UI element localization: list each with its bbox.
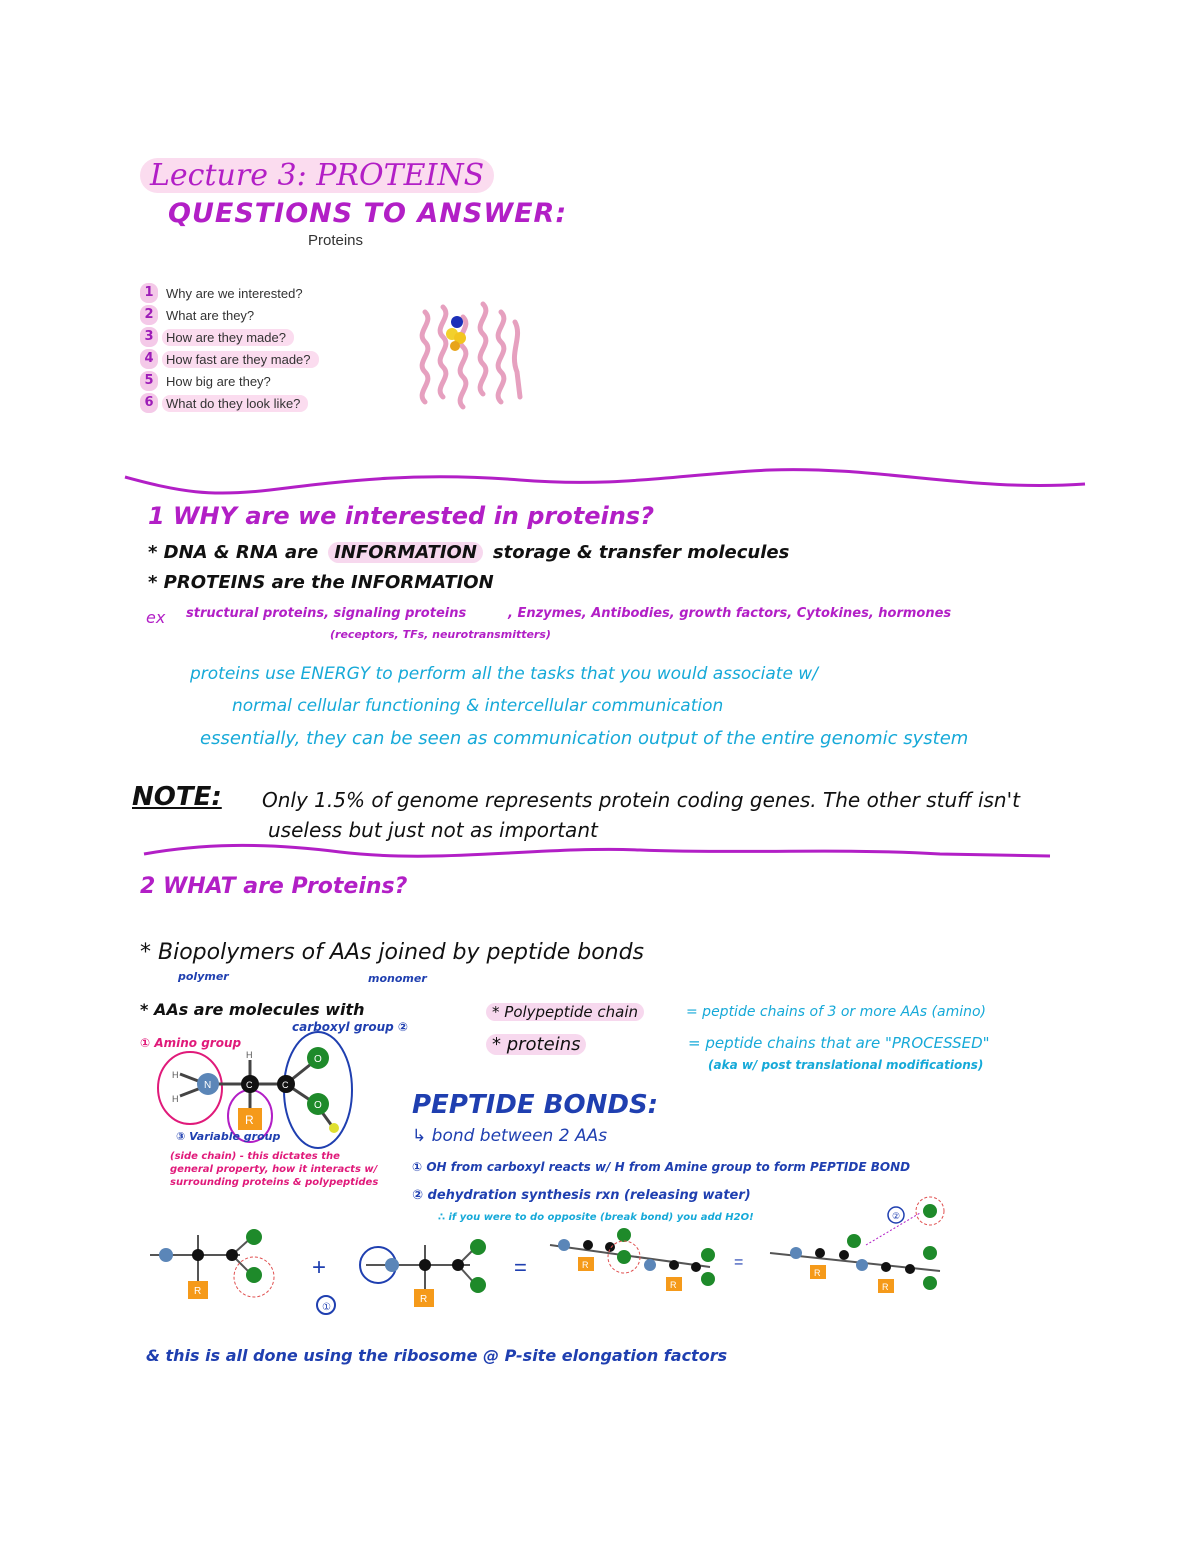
h-atom-label: H — [172, 1094, 179, 1104]
note-label: NOTE: — [132, 782, 222, 812]
polymer-label: polymer — [178, 970, 229, 983]
slide-bullet: 2 What are they? — [140, 304, 262, 326]
note-line2: useless but just not as important — [268, 818, 598, 842]
dipeptide-intermediate — [550, 1228, 715, 1291]
amino-acid-1 — [150, 1229, 274, 1299]
note-line1: Only 1.5% of genome represents protein coding genes. The other stuff isn't — [262, 788, 1020, 812]
section1-line1: * DNA & RNA are INFORMATION storage & transfer molecules — [148, 542, 790, 563]
arrow-point-2: essentially, they can be seen as communication output of the entire genomic system — [200, 728, 969, 749]
section1-heading: 1 WHY are we interested in proteins? — [148, 502, 655, 530]
peptide-reaction-diagram — [130, 1195, 980, 1325]
examples-sub: (receptors, TFs, neurotransmitters) — [330, 628, 551, 641]
amino-group-label: ① Amino group — [140, 1036, 242, 1050]
svg-text:①: ① — [322, 1302, 331, 1313]
arrow-point-1: proteins use ENERGY to perform all the tasks that you would associate w/ — [190, 664, 818, 684]
carboxyl-group-label: carboxyl group ② — [292, 1020, 409, 1034]
c-atom-label: C — [246, 1080, 253, 1090]
examples-left: structural proteins, signaling proteins — [186, 606, 467, 621]
peptide-bonds-heading: PEPTIDE BONDS: — [412, 1090, 659, 1120]
equals-sign: = — [514, 1255, 527, 1280]
o-atom-label: O — [314, 1100, 322, 1111]
monomer-label: monomer — [368, 972, 427, 985]
slide-bullet: 1 Why are we interested? — [140, 282, 311, 304]
variable-group-desc: (side chain) - this dictates the general property, how it interacts w/ surrounding proteins & polypeptides — [170, 1151, 379, 1188]
examples-right: , Enzymes, Antibodies, growth factors, Cytokines, hormones — [508, 606, 952, 621]
svg-text:R: R — [882, 1282, 889, 1292]
peptide-step-2: ② dehydration synthesis rxn (releasing water) — [412, 1188, 751, 1203]
proteins-label: * proteins — [486, 1034, 586, 1055]
n-atom-label: N — [204, 1080, 212, 1091]
variable-group-label: ③ Variable group — [176, 1130, 281, 1143]
biopolymers-line: * Biopolymers of AAs joined by peptide bonds — [140, 940, 645, 965]
footer-note: & this is all done using the ribosome @ P-site elongation factors — [146, 1346, 728, 1365]
svg-text:②: ② — [892, 1211, 901, 1221]
slide-bullet: 6 What do they look like? — [140, 392, 308, 414]
svg-text:R: R — [814, 1268, 821, 1278]
aa-line: * AAs are molecules with — [140, 1000, 365, 1019]
arrow-point-1b: normal cellular functioning & intercellular communication — [232, 696, 724, 716]
divider — [140, 840, 1055, 870]
peptide-step-1: ① OH from carboxyl reacts w/ H from Amine group to form PEPTIDE BOND — [412, 1160, 911, 1174]
svg-text:R: R — [670, 1280, 677, 1290]
polypeptide-definition: = peptide chains of 3 or more AAs (amino) — [686, 1004, 987, 1020]
protein-structure-image — [405, 292, 535, 422]
slide-bullet: 3 How are they made? — [140, 326, 294, 348]
examples-prefix: ex — [146, 608, 166, 627]
o-atom-label: O — [314, 1054, 322, 1065]
lecture-title: Lecture 3: PROTEINS — [140, 158, 494, 193]
peptide-bonds-sub: ↳ bond between 2 AAs — [412, 1126, 608, 1146]
h-atom — [329, 1123, 339, 1133]
c-atom-label: C — [282, 1080, 289, 1090]
h-atom-label: H — [172, 1070, 179, 1080]
amino-acid-2 — [360, 1239, 486, 1307]
peptide-step-2-note: ∴ if you were to do opposite (break bond) you add H2O! — [438, 1212, 754, 1223]
proteins-definition: = peptide chains that are "PROCESSED" — [688, 1034, 990, 1052]
svg-text:R: R — [194, 1286, 202, 1297]
divider — [120, 462, 1090, 502]
svg-text:R: R — [582, 1260, 589, 1270]
equals-sign-2: = — [734, 1254, 744, 1271]
svg-text:R: R — [420, 1294, 428, 1305]
water-molecule — [923, 1204, 937, 1218]
slide-title: Proteins — [308, 232, 364, 249]
slide-bullet: 5 How big are they? — [140, 370, 279, 392]
proteins-definition-2: (aka w/ post translational modifications) — [708, 1058, 984, 1072]
h-atom-label: H — [246, 1050, 253, 1060]
plus-sign: + — [312, 1254, 327, 1281]
questions-heading: QUESTIONS TO ANSWER: — [168, 198, 568, 229]
dipeptide-final — [770, 1234, 940, 1293]
polypeptide-label: * Polypeptide chain — [486, 1003, 644, 1021]
slide-bullet: 4 How fast are they made? — [140, 348, 319, 370]
r-group-label: R — [245, 1113, 254, 1127]
section1-line2: * PROTEINS are the INFORMATION — [148, 572, 494, 593]
section2-heading: 2 WHAT are Proteins? — [140, 874, 408, 899]
